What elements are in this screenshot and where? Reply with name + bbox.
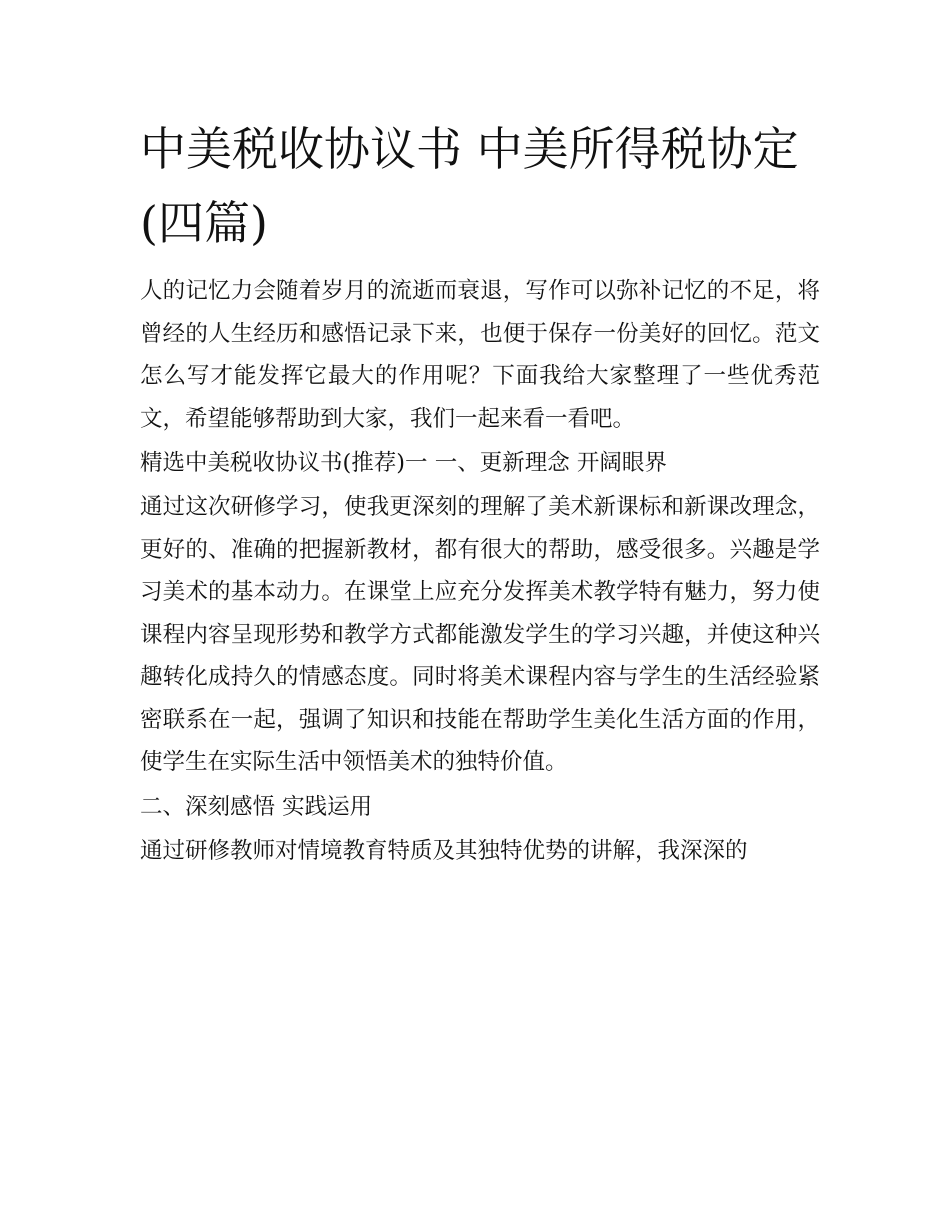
section-heading-1: 精选中美税收协议书(推荐)一 一、更新理念 开阔眼界: [140, 450, 667, 476]
section-body-2: 通过研修教师对情境教育特质及其独特优势的讲解，我深深的: [140, 837, 748, 864]
document-page: [140, 112, 820, 872]
intro-paragraph: 人的记忆力会随着岁月的流逝而衰退，写作可以弥补记忆的不足，将曾经的人生经历和感悟记录下来，也便于保存一份美好的回忆。范文怎么写才能发挥它最大的作用呢？下面我给大家整理了一些优秀范文，希望能够帮助到大家，我们一起来看一看吧。: [140, 278, 820, 432]
document-title: 中美税收协议书 中美所得税协定(四篇): [140, 122, 799, 250]
section-body-1: 通过这次研修学习，使我更深刻的理解了美术新课标和新课改理念，更好的、准确的把握新教材，都有很大的帮助，感受很多。兴趣是学习美术的基本动力。在课堂上应充分发挥美术教学特有魅力，努力使课程内容呈现形势和教学方式都能激发学生的学习兴趣，并使这种兴趣转化成持久的情感态度。同时将美术课程内容与学生的生活经验紧密联系在一起，强调了知识和技能在帮助学生美化生活方面的作用，使学生在实际生活中领悟美术的独特价值。: [140, 494, 820, 775]
section-heading-2: 二、深刻感悟 实践运用: [140, 793, 373, 820]
